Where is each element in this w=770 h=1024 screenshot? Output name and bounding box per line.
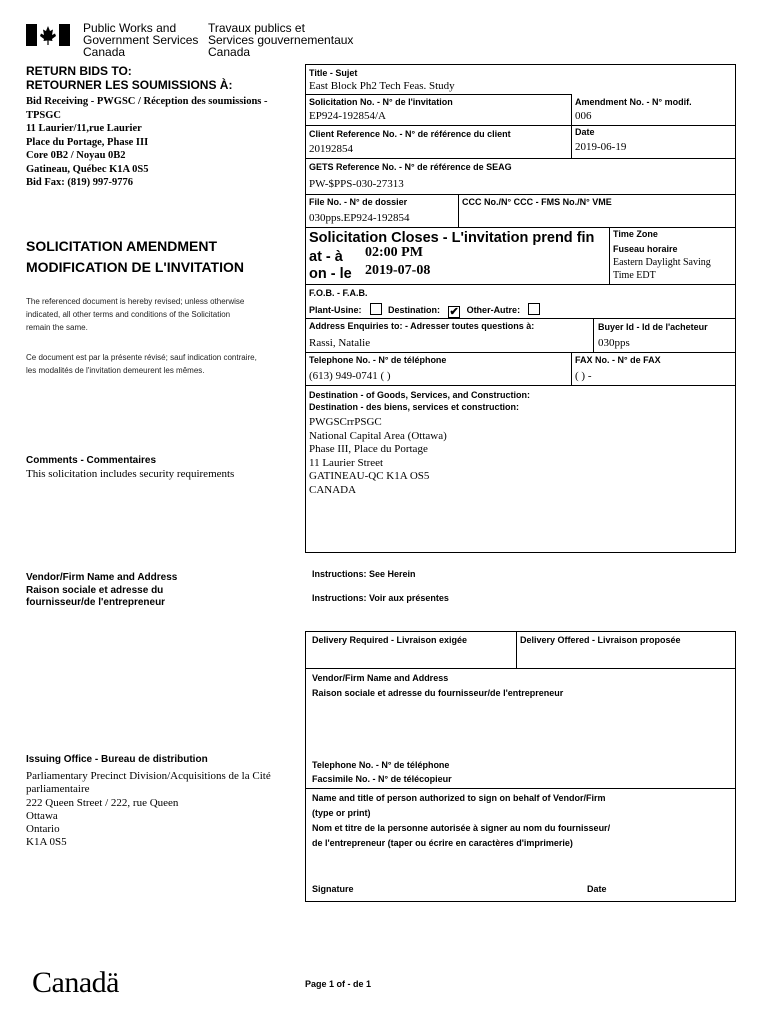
return-bids-heading	[26, 64, 232, 92]
amendment-text-line: les modalités de l'invitation demeurent les mêmes.	[26, 366, 205, 375]
issuing-line: 222 Queen Street / 222, rue Queen	[26, 796, 179, 809]
plant-usine-checkbox[interactable]	[370, 303, 382, 315]
client-reference-value: 20192854	[309, 143, 353, 155]
telephone-value: (613) 949-0741 ( )	[309, 370, 391, 382]
gets-reference-value: PW-$PPS-030-27313	[309, 178, 404, 190]
comments-label: Comments - Commentaires	[26, 455, 157, 466]
address-enquiries-value: Rassi, Natalie	[309, 337, 371, 349]
return-bids-line: Bid Fax: (819) 997-9776	[26, 177, 134, 188]
issuing-line: parliamentaire	[26, 783, 90, 796]
time-zone-value-2: Time EDT	[613, 270, 656, 281]
vendor-facsimile-label: Facsimile No. - N° de télécopieur	[312, 774, 452, 784]
buyer-id-label: Buyer Id - Id de l'acheteur	[598, 322, 708, 332]
destination-label-en: Destination - of Goods, Services, and Construction:	[309, 390, 531, 400]
signature-label: Signature	[312, 884, 354, 894]
buyer-id-value: 030pps	[598, 337, 630, 349]
other-autre-checkbox[interactable]	[528, 303, 540, 315]
amendment-title-en: SOLICITATION AMENDMENT	[26, 238, 218, 254]
return-bids-title-en: RETURN BIDS TO:	[26, 64, 132, 78]
return-bids-line: Bid Receiving - PWGSC / Réception des soumissions -	[26, 96, 268, 107]
vendor-name-label-fr: Raison sociale et adresse du fournisseur/de l'entrepreneur	[312, 688, 564, 698]
vendor-left-line: Raison sociale et adresse du	[26, 584, 164, 596]
delivery-required-label: Delivery Required - Livraison exigée	[312, 635, 468, 645]
amendment-paragraph-en	[26, 295, 244, 334]
instructions-fr: Instructions: Voir aux présentes	[312, 593, 449, 603]
amendment-no-value: 006	[575, 110, 592, 122]
page-number: Page 1 of - de 1	[305, 979, 372, 989]
authorized-line: Name and title of person authorized to sign on behalf of Vendor/Firm	[312, 793, 606, 803]
destination-label-fr: Destination - des biens, services et construction:	[309, 402, 520, 412]
date-label: Date	[575, 127, 595, 137]
vendor-firm-label-left	[26, 572, 177, 610]
header-en-line: Government Services	[83, 33, 199, 47]
return-bids-line: 11 Laurier/11,rue Laurier	[26, 123, 142, 134]
amendment-text-line: The referenced document is hereby revised; unless otherwise	[26, 297, 245, 306]
fax-label: FAX No. - N° de FAX	[575, 355, 661, 365]
solicitation-closes-label: Solicitation Closes - L'invitation prend fin	[309, 230, 595, 246]
time-zone-value-1: Eastern Daylight Saving	[613, 257, 711, 268]
header-fr-line: Canada	[208, 45, 251, 59]
return-bids-line: Core 0B2 / Noyau 0B2	[26, 150, 126, 161]
department-name-en	[83, 22, 198, 58]
return-bids-line: Gatineau, Québec K1A 0S5	[26, 163, 149, 175]
return-bids-title-fr: RETOURNER LES SOUMISSIONS À:	[26, 78, 233, 92]
return-bids-line: Place du Portage, Phase III	[26, 136, 149, 148]
file-no-value: 030pps.EP924-192854	[309, 212, 410, 224]
time-zone-label-fr: Fuseau horaire	[613, 244, 678, 254]
destination-option-label: Destination:	[388, 305, 441, 315]
comments-value: This solicitation includes security requirements	[26, 468, 235, 480]
destination-address	[309, 416, 447, 497]
address-enquiries-label: Address Enquiries to: - Adresser toutes questions à:	[309, 321, 535, 331]
destination-line: National Capital Area (Ottawa)	[309, 429, 447, 442]
telephone-label: Telephone No. - N° de téléphone	[309, 355, 447, 365]
amendment-heading	[26, 236, 244, 278]
signature-date-label: Date	[587, 884, 607, 894]
plant-usine-label: Plant-Usine:	[309, 305, 362, 315]
destination-line: 11 Laurier Street	[309, 456, 384, 469]
header-en-line: Canada	[83, 45, 126, 59]
vendor-telephone-label: Telephone No. - N° de téléphone	[312, 760, 450, 770]
destination-line: PWGSCrrPSGC	[309, 416, 382, 428]
fob-options	[309, 303, 544, 318]
closing-date-value: 2019-07-08	[365, 263, 431, 278]
amendment-text-line: remain the same.	[26, 323, 88, 332]
date-value: 2019-06-19	[575, 141, 627, 153]
issuing-office-address	[26, 770, 271, 850]
other-autre-label: Other-Autre:	[466, 305, 521, 315]
fob-label: F.O.B. - F.A.B.	[309, 288, 368, 298]
canada-wordmark: Canadä	[32, 966, 119, 999]
instructions-en: Instructions: See Herein	[312, 569, 416, 579]
authorized-line: (type or print)	[312, 808, 371, 818]
amendment-title-fr: MODIFICATION DE L'INVITATION	[26, 259, 244, 275]
delivery-offered-label: Delivery Offered - Livraison proposée	[520, 635, 681, 645]
amendment-no-label: Amendment No. - N° modif.	[575, 97, 692, 107]
time-zone-label-en: Time Zone	[613, 229, 658, 239]
client-reference-label: Client Reference No. - N° de référence du client	[309, 129, 511, 139]
canada-flag-icon	[26, 24, 70, 46]
vendor-name-label-en: Vendor/Firm Name and Address	[312, 673, 449, 683]
vendor-left-line: Vendor/Firm Name and Address	[26, 572, 178, 583]
amendment-paragraph-fr	[26, 351, 257, 377]
header-fr-line: Travaux publics et	[208, 21, 305, 35]
header-fr-line: Services gouvernementaux	[208, 33, 354, 47]
solicitation-no-value: EP924-192854/A	[309, 110, 386, 122]
amendment-text-line: Ce document est par la présente révisé; sauf indication contraire,	[26, 353, 257, 362]
closing-date-label: on - le	[309, 266, 352, 282]
issuing-line: Ottawa	[26, 809, 58, 822]
solicitation-no-label: Solicitation No. - N° de l'invitation	[309, 97, 453, 107]
gets-reference-label: GETS Reference No. - N° de référence de SEAG	[309, 162, 512, 172]
fax-value: ( ) -	[575, 370, 592, 382]
return-bids-address	[26, 95, 268, 190]
title-label: Title - Sujet	[309, 68, 358, 78]
closing-time-value: 02:00 PM	[365, 245, 423, 260]
issuing-line: K1A 0S5	[26, 836, 67, 849]
amendment-text-line: indicated, all other terms and conditions of the Solicitation	[26, 310, 231, 319]
file-no-label: File No. - N° de dossier	[309, 197, 408, 207]
department-name-fr	[208, 22, 353, 58]
ccc-fms-label: CCC No./N° CCC - FMS No./N° VME	[462, 197, 612, 207]
destination-checkbox[interactable]: ✔	[449, 306, 459, 318]
title-value: East Block Ph2 Tech Feas. Study	[309, 80, 455, 92]
vendor-left-line: fournisseur/de l'entrepreneur	[26, 597, 166, 608]
destination-line: Phase III, Place du Portage	[309, 443, 428, 455]
destination-line: CANADA	[309, 483, 357, 496]
closing-time-label: at - à	[309, 249, 343, 265]
authorized-person-label	[312, 791, 610, 851]
authorized-line: de l'entrepreneur (taper ou écrire en caractères d'imprimerie)	[312, 838, 573, 848]
authorized-line: Nom et titre de la personne autorisée à signer au nom du fournisseur/	[312, 823, 611, 833]
return-bids-line: TPSGC	[26, 109, 62, 121]
issuing-line: Ontario	[26, 823, 60, 836]
issuing-line: Parliamentary Precinct Division/Acquisitions de la Cité	[26, 770, 271, 782]
header-en-line: Public Works and	[83, 21, 177, 35]
destination-line: GATINEAU-QC K1A OS5	[309, 470, 430, 482]
issuing-office-label: Issuing Office - Bureau de distribution	[26, 754, 208, 765]
